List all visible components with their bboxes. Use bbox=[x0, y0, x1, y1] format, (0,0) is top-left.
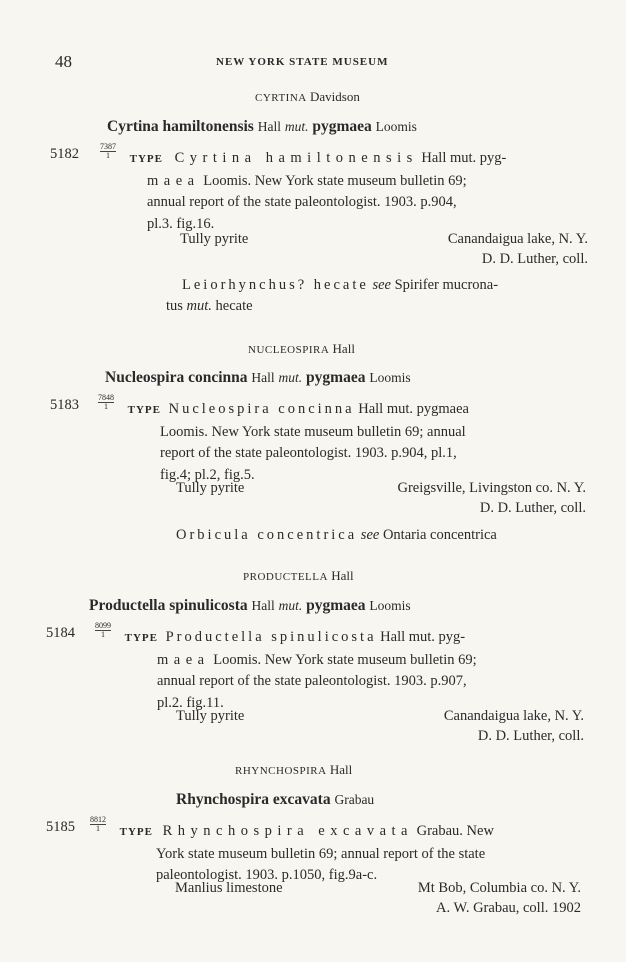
species-heading bbox=[176, 791, 374, 809]
species-author: Hall bbox=[257, 119, 281, 134]
genus-name: PRODUCTELLA bbox=[243, 571, 328, 583]
page-number: 48 bbox=[55, 52, 72, 71]
species-heading bbox=[105, 369, 411, 387]
mut-label: mut. bbox=[278, 370, 303, 385]
entry-block: $\frac{7387}{1}$ TYPE Cyrtina hamiltonensis Hall mut. pyg- maea Loomis. New York state museum bulletin 69; annual report of the state paleontologist. 1903. p.904, pl.3. fig.16. bbox=[100, 142, 507, 232]
spaced-name: Nucleospira concinna bbox=[168, 401, 355, 417]
cross-reference: Orbicula concentrica see Ontaria concentrica bbox=[176, 527, 497, 543]
entry-block: $\frac{8099}{1}$ TYPE Productella spinulicosta Hall mut. pyg- maea Loomis. New York state museum bulletin 69; annual report of the state paleontologist. 1903. p.907, pl.2. fig.11. bbox=[95, 621, 477, 711]
species-heading bbox=[89, 597, 411, 615]
genus-author: Davidson bbox=[309, 89, 360, 104]
genus-heading bbox=[248, 341, 355, 357]
locality: Mt Bob, Columbia co. N. Y. bbox=[417, 880, 581, 896]
collector: D. D. Luther, coll. bbox=[481, 251, 588, 267]
species-name: Rhynchospira excavata bbox=[176, 791, 331, 808]
catalog-number: $\frac{7387}{1}$ bbox=[100, 142, 116, 160]
species-name: Nucleospira concinna bbox=[105, 369, 248, 386]
formation: Tully pyrite bbox=[176, 708, 245, 724]
catalog-number: $\frac{8099}{1}$ bbox=[95, 621, 111, 639]
genus-heading bbox=[235, 762, 352, 778]
genus-name: NUCLEOSPIRA bbox=[248, 344, 330, 356]
genus-heading bbox=[255, 89, 360, 105]
catalog-number: $\frac{8812}{1}$ bbox=[90, 815, 106, 833]
spaced-name: Rhynchospira excavata bbox=[162, 823, 413, 839]
variety-name: pygmaea bbox=[312, 118, 372, 135]
cross-reference: Leiorhynchus? hecate see Spirifer mucrona- tus mut. hecate bbox=[166, 277, 499, 314]
locality: Greigsville, Livingston co. N. Y. bbox=[397, 480, 586, 496]
entry-number: 5184 bbox=[46, 625, 75, 641]
genus-heading bbox=[243, 568, 354, 584]
type-label: TYPE bbox=[129, 153, 163, 165]
formation: Manlius limestone bbox=[175, 880, 283, 896]
species-author: Hall bbox=[251, 598, 275, 613]
collector: D. D. Luther, coll. bbox=[477, 728, 584, 744]
spaced-name: Cyrtina hamiltonensis bbox=[174, 150, 418, 166]
locality-row bbox=[175, 880, 581, 917]
formation: Tully pyrite bbox=[180, 231, 249, 247]
type-label: TYPE bbox=[127, 404, 161, 416]
genus-author: Hall bbox=[332, 341, 355, 356]
variety-author: Loomis bbox=[369, 370, 411, 385]
type-label: TYPE bbox=[124, 632, 158, 644]
variety-author: Loomis bbox=[369, 598, 411, 613]
entry-number: 5185 bbox=[46, 819, 75, 835]
genus-name: RHYNCHOSPIRA bbox=[235, 765, 327, 777]
locality-row bbox=[176, 480, 586, 517]
locality: Canandaigua lake, N. Y. bbox=[447, 231, 588, 247]
genus-author: Hall bbox=[329, 762, 353, 777]
species-heading bbox=[107, 118, 417, 136]
entry-number: 5182 bbox=[50, 146, 79, 162]
collector: D. D. Luther, coll. bbox=[479, 500, 586, 516]
genus-name: CYRTINA bbox=[255, 92, 307, 104]
species-name: Productella spinulicosta bbox=[89, 597, 248, 614]
locality-row bbox=[180, 231, 588, 268]
entry-block: $\frac{8812}{1}$ TYPE Rhynchospira excavata Grabau. New York state museum bulletin 69; annual report of the state paleontologist. 1903. p.1050, fig.9a-c. bbox=[90, 815, 494, 883]
catalog-number: $\frac{7848}{1}$ bbox=[98, 393, 114, 411]
type-label: TYPE bbox=[119, 826, 153, 838]
locality-row bbox=[176, 708, 584, 745]
genus-author: Hall bbox=[331, 568, 354, 583]
mut-label: mut. bbox=[284, 119, 309, 134]
entry-number: 5183 bbox=[50, 397, 79, 413]
variety-name: pygmaea bbox=[306, 597, 366, 614]
species-name: Cyrtina hamiltonensis bbox=[107, 118, 254, 135]
entry-block: $\frac{7848}{1}$ TYPE Nucleospira concinna Hall mut. pygmaea Loomis. New York state museum bulletin 69; annual report of the state paleontologist. 1903. p.904, pl.1, fig.4; pl.2, fig.5. bbox=[98, 393, 469, 483]
locality: Canandaigua lake, N. Y. bbox=[443, 708, 584, 724]
variety-author: Loomis bbox=[375, 119, 417, 134]
spaced-name: Productella spinulicosta bbox=[165, 629, 377, 645]
species-author: Grabau bbox=[334, 792, 375, 807]
variety-name: pygmaea bbox=[306, 369, 366, 386]
mut-label: mut. bbox=[278, 598, 303, 613]
collector: A. W. Grabau, coll. 1902 bbox=[436, 900, 581, 916]
running-header: NEW YORK STATE MUSEUM bbox=[216, 56, 389, 68]
species-author: Hall bbox=[251, 370, 275, 385]
formation: Tully pyrite bbox=[176, 480, 245, 496]
